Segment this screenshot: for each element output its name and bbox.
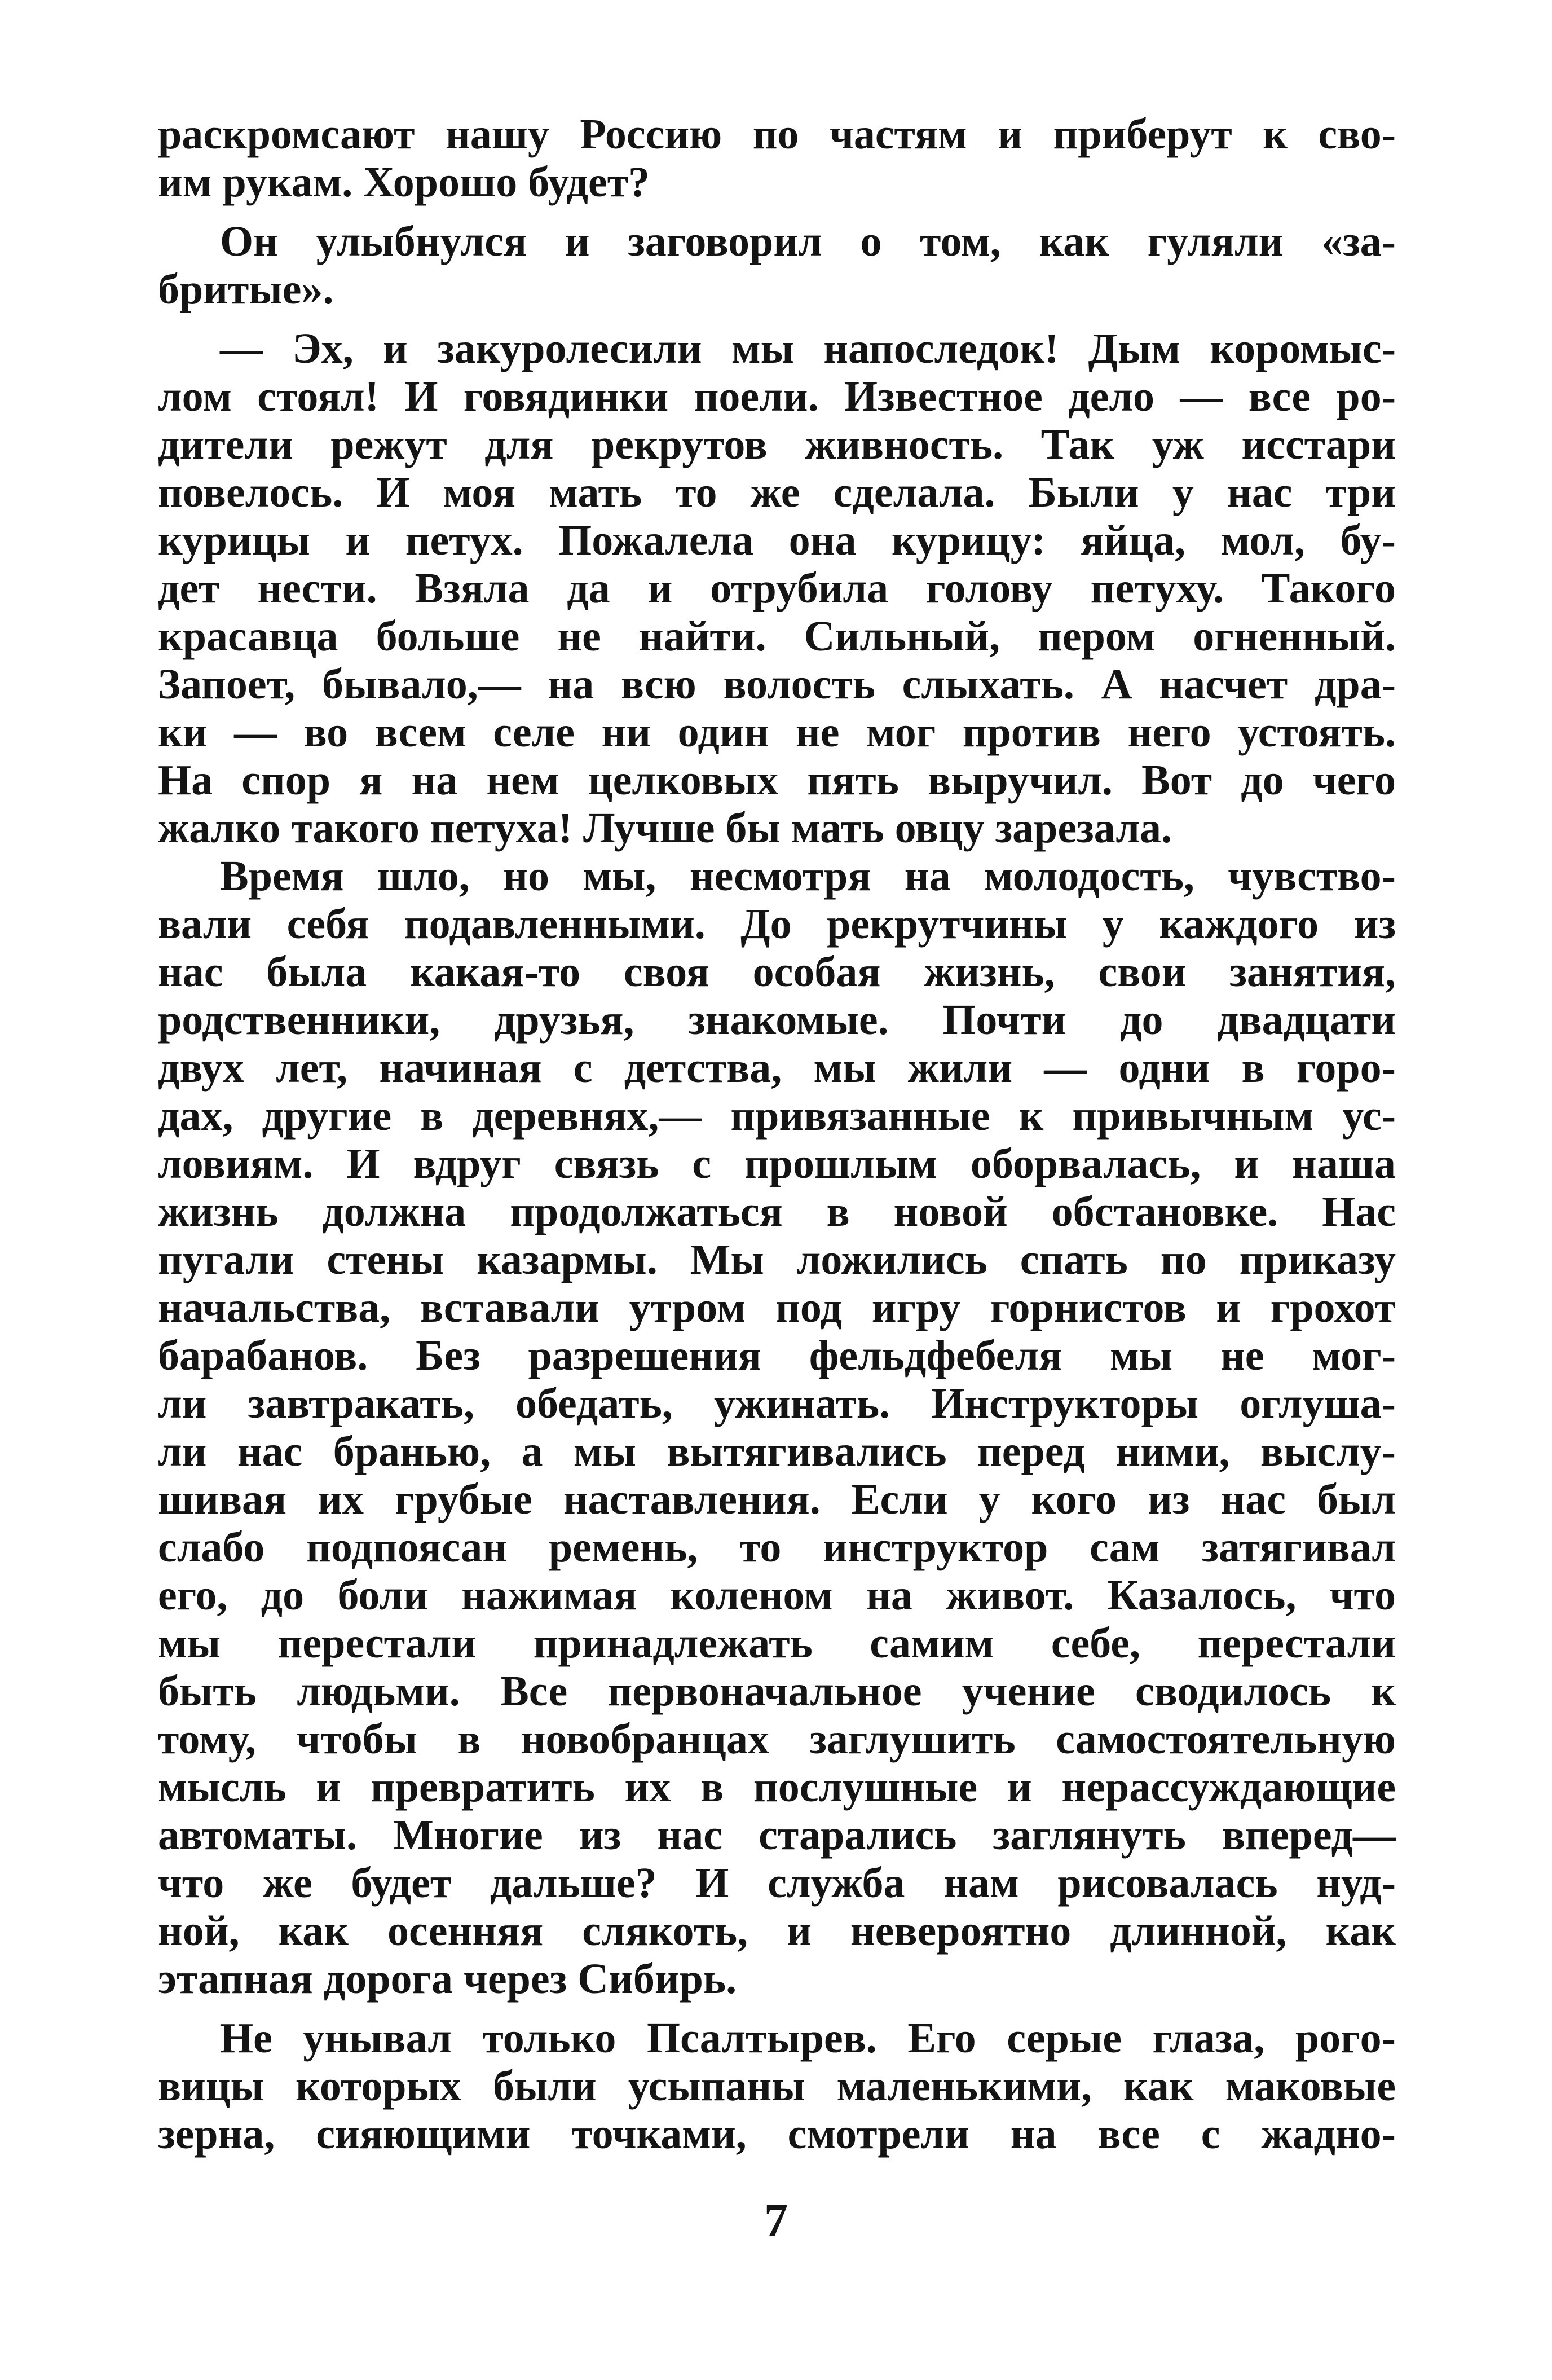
text-line: вицы которых были усыпаны маленькими, как маковые xyxy=(158,2062,1396,2110)
text-line: дители режут для рекрутов живность. Так уж исстари xyxy=(158,421,1396,468)
text-line: им рукам. Хорошо будет? xyxy=(158,159,650,206)
text-line: быть людьми. Все первоначальное учение сводилось к xyxy=(158,1668,1396,1715)
text-line: начальства, вставали утром под игру горнистов и грохот xyxy=(158,1284,1396,1331)
text-line: красавца больше не найти. Сильный, пером огненный. xyxy=(158,613,1396,660)
text-line: Время шло, но мы, несмотря на молодость, чувство- xyxy=(220,852,1396,900)
text-line: тому, чтобы в новобранцах заглушить самостоятельную xyxy=(158,1715,1396,1763)
text-line: ли нас бранью, а мы вытягивались перед ними, выслу- xyxy=(158,1428,1396,1475)
text-line: его, до боли нажимая коленом на живот. Казалось, что xyxy=(158,1572,1396,1619)
text-line: барабанов. Без разрешения фельдфебеля мы не мог- xyxy=(158,1332,1396,1379)
paragraph xyxy=(158,852,1396,2003)
text-line: ловиям. И вдруг связь с прошлым оборвалась, и наша xyxy=(158,1140,1396,1187)
text-line: дах, другие в деревнях,— привязанные к привычным ус- xyxy=(158,1092,1396,1140)
text-line: шивая их грубые наставления. Если у кого из нас был xyxy=(158,1476,1396,1523)
body-text xyxy=(158,111,1396,2158)
text-line: мысль и превратить их в послушные и нерассуждающие xyxy=(158,1763,1396,1811)
text-line: зерна, сияющими точками, смотрели на все с жадно- xyxy=(158,2110,1396,2158)
text-line: бритые». xyxy=(158,266,334,313)
text-line: слабо подпоясан ремень, то инструктор сам затягивал xyxy=(158,1524,1396,1571)
text-line: этапная дорога через Сибирь. xyxy=(158,1955,737,2003)
text-line: курицы и петух. Пожалела она курицу: яйца, мол, бу- xyxy=(158,517,1396,564)
text-line: что же будет дальше? И служба нам рисовалась нуд- xyxy=(158,1859,1396,1907)
paragraph xyxy=(158,111,1396,206)
text-line: пугали стены казармы. Мы ложились спать по приказу xyxy=(158,1236,1396,1283)
text-line: мы перестали принадлежать самим себе, перестали xyxy=(158,1620,1396,1667)
text-line: двух лет, начиная с детства, мы жили — одни в горо- xyxy=(158,1044,1396,1092)
text-line: Не унывал только Псалтырев. Его серые глаза, рогo- xyxy=(220,2014,1396,2062)
text-line: лом стоял! И говядинки поели. Известное дело — все ро- xyxy=(158,373,1396,420)
text-line: жизнь должна продолжаться в новой обстановке. Нас xyxy=(158,1188,1396,1235)
text-line: родственники, друзья, знакомые. Почти до двадцати xyxy=(158,996,1396,1044)
text-line: ной, как осенняя слякоть, и невероятно длинной, как xyxy=(158,1907,1396,1955)
text-line: Запоет, бывало,— на всю волость слыхать. А насчет дра- xyxy=(158,661,1396,708)
paragraph xyxy=(158,218,1396,314)
text-line: Он улыбнулся и заговорил о том, как гуляли «за- xyxy=(220,218,1396,265)
paragraph xyxy=(158,325,1396,852)
text-line: дет нести. Взяла да и отрубила голову петуху. Такого xyxy=(158,565,1396,612)
text-line: вали себя подавленными. До рекрутчины у каждого из xyxy=(158,900,1396,948)
paragraph xyxy=(158,2014,1396,2158)
text-line: автоматы. Многие из нас старались заглянуть вперед— xyxy=(158,1811,1396,1859)
text-line: ки — во всем селе ни один не мог против него устоять. xyxy=(158,709,1396,756)
text-line: повелось. И моя мать то же сделала. Были у нас три xyxy=(158,469,1396,516)
text-line: раскромсают нашу Россию по частям и приберут к сво- xyxy=(158,111,1396,158)
page-number: 7 xyxy=(764,2194,788,2247)
text-line: жалко такого петуха! Лучше бы мать овцу зарезала. xyxy=(158,804,1172,852)
text-line: На спор я на нем целковых пять выручил. Вот до чего xyxy=(158,756,1396,804)
text-line: нас была какая-то своя особая жизнь, свои занятия, xyxy=(158,948,1396,996)
text-line: — Эх, и закуролесили мы напоследок! Дым коромыс- xyxy=(220,325,1396,372)
text-line: ли завтракать, обедать, ужинать. Инструкторы оглуша- xyxy=(158,1380,1396,1427)
